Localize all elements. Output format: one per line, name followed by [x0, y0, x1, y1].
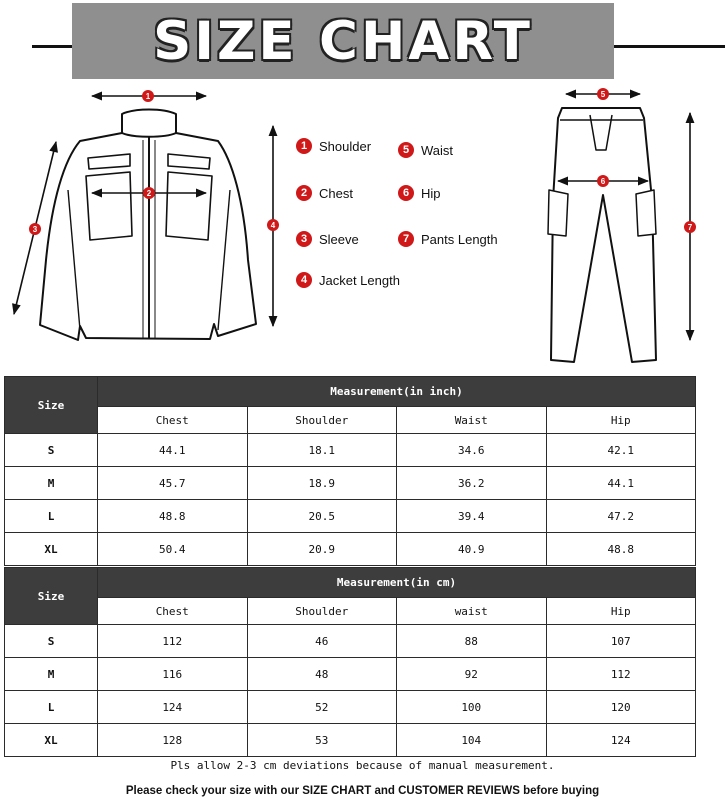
marker-6 [597, 175, 609, 187]
legend-number: 1 [296, 138, 312, 154]
size-table-cm [4, 567, 696, 757]
hip-cell: 44.1 [546, 467, 696, 500]
size-column-header: Size [5, 377, 98, 434]
waist-cell: 36.2 [397, 467, 547, 500]
legend-number: 2 [296, 185, 312, 201]
size-cell: S [5, 625, 98, 658]
legend-number: 6 [398, 185, 414, 201]
legend-label: Chest [319, 185, 353, 201]
column-header-chest: Chest [98, 598, 248, 625]
column-header-shoulder: Shoulder [247, 598, 397, 625]
size-cell: M [5, 467, 98, 500]
size-table-inch [4, 376, 696, 566]
table-row [5, 467, 696, 500]
legend-item-sleeve [296, 231, 359, 247]
hip-cell: 48.8 [546, 533, 696, 566]
shoulder-cell: 48 [247, 658, 397, 691]
legend-label: Shoulder [319, 138, 372, 154]
marker-7 [684, 221, 696, 233]
table-row [5, 691, 696, 724]
hip-cell: 124 [546, 724, 696, 757]
size-cell: XL [5, 724, 98, 757]
shoulder-cell: 52 [247, 691, 397, 724]
legend-number: 7 [398, 231, 414, 247]
waist-cell: 92 [397, 658, 547, 691]
column-header-waist: waist [397, 598, 547, 625]
waist-cell: 88 [397, 625, 547, 658]
size-cell: M [5, 658, 98, 691]
column-header-hip: Hip [546, 407, 696, 434]
measurement-diagram [0, 0, 725, 372]
chest-cell: 128 [98, 724, 248, 757]
svg-text:3: 3 [32, 225, 38, 234]
table-row [5, 500, 696, 533]
svg-text:5: 5 [600, 90, 606, 99]
legend-item-waist [398, 142, 453, 158]
legend-label: Sleeve [319, 231, 359, 247]
pants-illustration [548, 108, 656, 362]
shoulder-cell: 20.5 [247, 500, 397, 533]
legend-item-hip [398, 185, 441, 201]
size-cell: S [5, 434, 98, 467]
shoulder-cell: 18.1 [247, 434, 397, 467]
hip-cell: 42.1 [546, 434, 696, 467]
svg-text:2: 2 [146, 189, 152, 198]
waist-cell: 104 [397, 724, 547, 757]
legend-label: Jacket Length [319, 272, 400, 288]
table-row [5, 625, 696, 658]
marker-3 [29, 223, 41, 235]
marker-4 [267, 219, 279, 231]
marker-5 [597, 88, 609, 100]
column-header-waist: Waist [397, 407, 547, 434]
shoulder-cell: 46 [247, 625, 397, 658]
table-row [5, 724, 696, 757]
waist-cell: 39.4 [397, 500, 547, 533]
page-title: SIZE CHART [153, 10, 533, 72]
legend-item-shoulder [296, 138, 371, 154]
hip-cell: 47.2 [546, 500, 696, 533]
chest-cell: 124 [98, 691, 248, 724]
svg-text:6: 6 [600, 177, 606, 186]
chest-cell: 44.1 [98, 434, 248, 467]
table-row [5, 434, 696, 467]
legend-item-pants-length [398, 231, 498, 247]
size-cell: L [5, 691, 98, 724]
table-row [5, 658, 696, 691]
waist-cell: 100 [397, 691, 547, 724]
hip-cell: 120 [546, 691, 696, 724]
svg-text:7: 7 [687, 223, 693, 232]
column-header-chest: Chest [98, 407, 248, 434]
hip-cell: 107 [546, 625, 696, 658]
measurement-group-header: Measurement(in cm) [98, 568, 696, 598]
column-header-hip: Hip [546, 598, 696, 625]
svg-text:4: 4 [270, 221, 276, 230]
legend-label: Pants Length [421, 231, 498, 247]
measurement-group-header: Measurement(in inch) [98, 377, 696, 407]
size-column-header: Size [5, 568, 98, 625]
chest-cell: 116 [98, 658, 248, 691]
legend-number: 4 [296, 272, 312, 288]
size-cell: XL [5, 533, 98, 566]
legend-label: Hip [421, 185, 441, 201]
chest-cell: 48.8 [98, 500, 248, 533]
legend-label: Waist [421, 142, 454, 158]
chest-cell: 45.7 [98, 467, 248, 500]
size-cell: L [5, 500, 98, 533]
hip-cell: 112 [546, 658, 696, 691]
waist-cell: 34.6 [397, 434, 547, 467]
waist-cell: 40.9 [397, 533, 547, 566]
legend-number: 3 [296, 231, 312, 247]
chest-cell: 112 [98, 625, 248, 658]
shoulder-cell: 20.9 [247, 533, 397, 566]
shoulder-cell: 18.9 [247, 467, 397, 500]
jacket-illustration [40, 110, 256, 341]
shoulder-cell: 53 [247, 724, 397, 757]
marker-2 [143, 187, 155, 199]
size-check-note: Please check your size with our SIZE CHART and CUSTOMER REVIEWS before buying [125, 785, 600, 797]
legend-item-chest [296, 185, 353, 201]
column-header-shoulder: Shoulder [247, 407, 397, 434]
chest-cell: 50.4 [98, 533, 248, 566]
svg-text:1: 1 [145, 92, 151, 101]
deviation-note: Pls allow 2-3 cm deviations because of manual measurement. [170, 759, 555, 772]
table-row [5, 533, 696, 566]
marker-1 [142, 90, 154, 102]
legend-number: 5 [398, 142, 414, 158]
legend-item-jacket-length [296, 272, 400, 288]
